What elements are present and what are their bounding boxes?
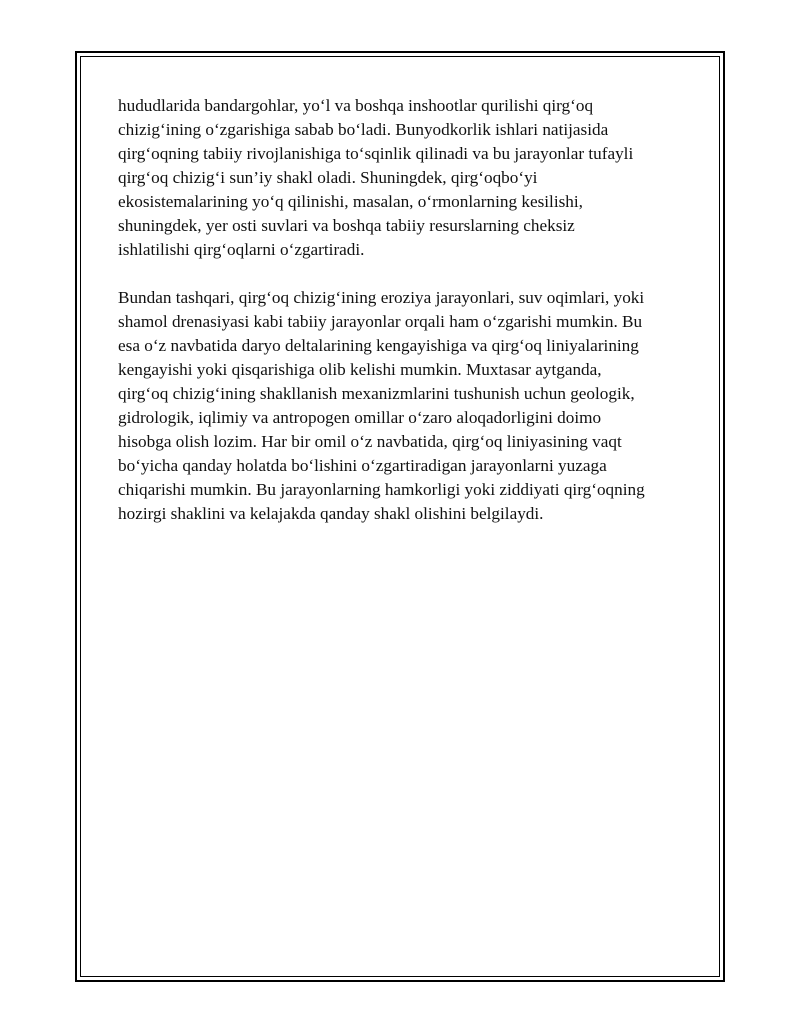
text-line: Bundan tashqari, qirg‘oq chizig‘ining eroziya jarayonlari, suv oqimlari, yoki <box>118 288 645 307</box>
text-line: ekosistemalarining yo‘q qilinishi, masalan, o‘rmonlarning kesilishi, <box>118 192 583 211</box>
text-line: hozirgi shaklini va kelajakda qanday shakl olishini belgilaydi. <box>118 504 544 523</box>
text-line: qirg‘oq chizig‘ining shakllanish mexanizmlarini tushunish uchun geologik, <box>118 384 635 403</box>
text-line: qirg‘oqning tabiiy rivojlanishiga to‘sqinlik qilinadi va bu jarayonlar tufayli <box>118 144 634 163</box>
text-line: bo‘yicha qanday holatda bo‘lishini o‘zgartiradigan jarayonlarni yuzaga <box>118 456 607 475</box>
text-line: chizig‘ining o‘zgarishiga sabab bo‘ladi. Bunyodkorlik ishlari natijasida <box>118 120 609 139</box>
text-line: kengayishi yoki qisqarishiga olib kelishi mumkin. Muxtasar aytganda, <box>118 360 602 379</box>
text-line: qirg‘oq chizig‘i sun’iy shakl oladi. Shuningdek, qirg‘oqbo‘yi <box>118 168 538 187</box>
text-line: shuningdek, yer osti suvlari va boshqa tabiiy resurslarning cheksiz <box>118 216 575 235</box>
text-line: hududlarida bandargohlar, yo‘l va boshqa inshootlar qurilishi qirg‘oq <box>118 96 594 115</box>
text-line: chiqarishi mumkin. Bu jarayonlarning hamkorligi yoki ziddiyati qirg‘oqning <box>118 480 645 499</box>
text-line: hisobga olish lozim. Har bir omil o‘z navbatida, qirg‘oq liniyasining vaqt <box>118 432 622 451</box>
text-line: esa o‘z navbatida daryo deltalarining kengayishiga va qirg‘oq liniyalarining <box>118 336 639 355</box>
paragraph-2 <box>118 286 698 526</box>
document-body <box>118 94 698 526</box>
text-line: shamol drenasiyasi kabi tabiiy jarayonlar orqali ham o‘zgarishi mumkin. Bu <box>118 312 643 331</box>
paragraph-1 <box>118 94 698 262</box>
text-line: gidrologik, iqlimiy va antropogen omillar o‘zaro aloqadorligini doimo <box>118 408 602 427</box>
text-line: ishlatilishi qirg‘oqlarni o‘zgartiradi. <box>118 240 365 259</box>
